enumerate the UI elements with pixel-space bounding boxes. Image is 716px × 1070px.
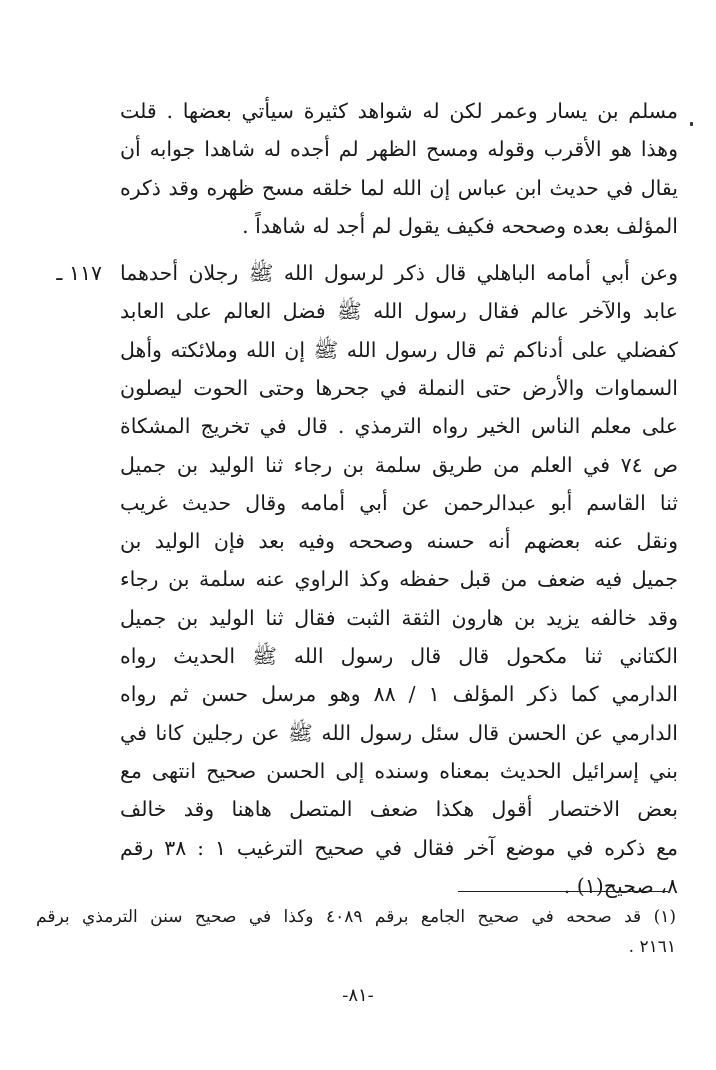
footnote-separator [458,891,668,892]
text-line: عابد والآخر عالم فقال رسول الله ﷺ فضل العالم على العابد [120,299,678,324]
text-line: بني إسرائيل الحديث بمعناه وسنده إلى الحسن صحيح انتهى مع [120,758,678,783]
text-line: الدارمي كما ذكر المؤلف ١ / ٨٨ وهو مرسل حسن ثم رواه [120,682,678,707]
text-line: الدارمي عن الحسن قال سئل رسول الله ﷺ عن رجلين كانا في [120,720,678,745]
text-line: كفضلي على أدناكم ثم قال رسول الله ﷺ إن الله وملائكته وأهل [120,337,678,362]
text-line: على معلم الناس الخير رواه الترمذي . قال في تخريج المشكاة [120,414,678,439]
text-line: بعض الاختصار أقول هكذا ضعف المتصل هاهنا وقد خالف [120,797,678,822]
text-line: السماوات والأرض حتى النملة في جحرها وحتى الحوت ليصلون [120,375,678,400]
text-line: جميل فيه ضعف من قبل حفظه وكذ الراوي عنه سلمة بن رجاء [120,567,678,592]
text-line: ثنا القاسم أبو عبدالرحمن عن أبي أمامه وقال حديث غريب [120,490,678,515]
text-line: وعن أبي أمامه الباهلي قال ذكر لرسول الله ﷺ رجلان أحدهما [120,261,678,285]
text-line: المؤلف بعده وصححه فكيف يقول لم أجد له شاهداً . [242,213,678,238]
text-line: وقد خالفه يزيد بن هارون الثقة الثبت فقال ثنا الوليد بن جميل [120,605,678,630]
footnote-line: (١) قد صححه في صحيح الجامع برقم ٤٠٨٩ وكذا في صحيح سنن الترمذي برقم [36,907,676,927]
page-number: -٨١- [342,985,374,1006]
text-line: ص ٧٤ في العلم من طريق سلمة بن رجاء ثنا الوليد بن جميل [120,452,678,477]
text-line: يقال في حديث ابن عباس إن الله لما خلقه مسح ظهره وقد ذكره [120,175,678,200]
text-line: وهذا هو الأقرب وقوله ومسح الظهر لم أجده له شاهدا جوابه أن [120,137,678,162]
margin-mark [690,122,693,126]
text-line: ونقل عنه بعضهم أنه حسنه وصححه وفيه بعد فإن الوليد بن [120,529,678,554]
hadith-number: ١١٧ ـ [56,261,102,285]
text-line: الكتاني ثنا مكحول قال قال رسول الله ﷺ الحديث رواه [120,644,678,668]
text-line: مع ذكره في موضع آخر فقال في صحيح الترغيب ١ : ٣٨ رقم [120,835,678,860]
text-line: مسلم بن يسار وعمر لكن له شواهد كثيرة سيأتي بعضها . قلت [120,99,678,123]
footnote-line: ٢١٦١ . [628,937,676,957]
text-line: ٨، صحيح(١) . [563,873,678,898]
